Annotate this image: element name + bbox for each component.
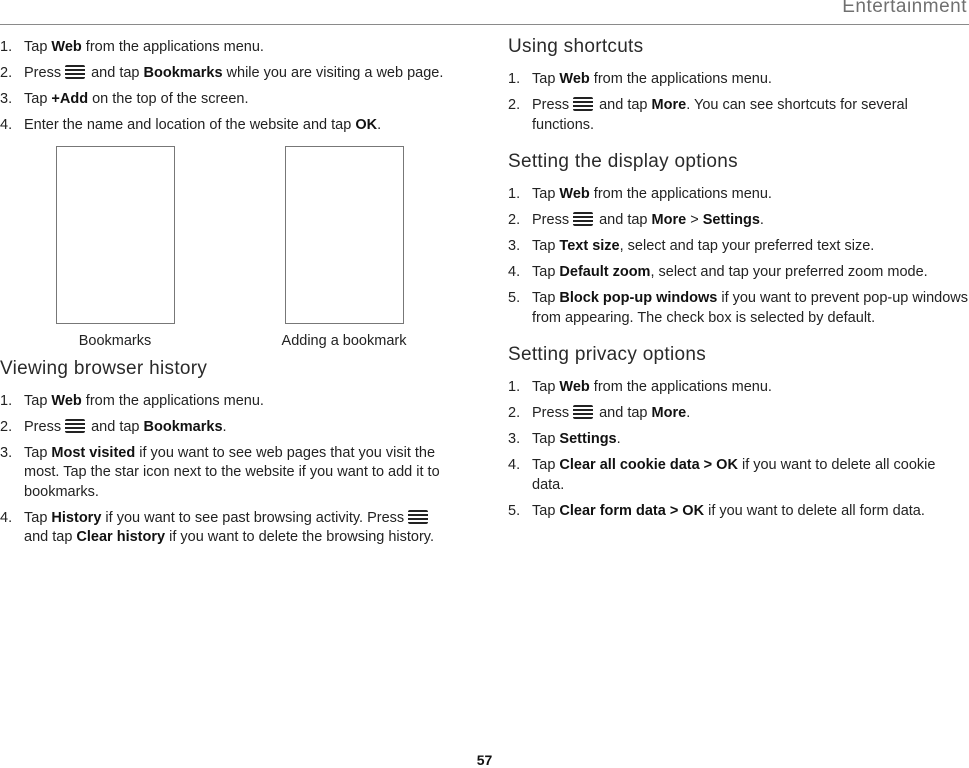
step-text: Press bbox=[532, 97, 574, 113]
step-bold: More bbox=[651, 97, 687, 113]
step-text: Tap bbox=[532, 290, 560, 306]
step-text: from the applications menu. bbox=[81, 39, 264, 55]
step-bold: History bbox=[51, 509, 102, 526]
step-text: . bbox=[759, 212, 764, 228]
step-bold: Block pop-up windows bbox=[559, 290, 718, 306]
menu-icon bbox=[408, 510, 428, 524]
step-text: Tap bbox=[532, 264, 560, 280]
step-text: on the top of the screen. bbox=[88, 91, 249, 107]
step-number: 2. bbox=[0, 418, 13, 435]
step-number: 3. bbox=[508, 238, 521, 254]
step-number: 3. bbox=[0, 444, 13, 461]
step-text: Tap bbox=[24, 39, 52, 55]
step-bold: Clear form data > OK bbox=[559, 502, 705, 519]
menu-icon bbox=[573, 212, 593, 226]
step-text: Tap bbox=[532, 238, 560, 254]
step-number: 1. bbox=[0, 39, 13, 55]
step-text: . bbox=[686, 405, 691, 421]
step-text: and tap bbox=[595, 97, 652, 113]
step-number: 4. bbox=[508, 264, 521, 280]
page-header-title: Entertainment bbox=[842, 0, 967, 17]
list-item bbox=[0, 38, 458, 58]
step-number: 3. bbox=[508, 431, 521, 447]
step-number: 1. bbox=[0, 392, 13, 409]
step-number: 1. bbox=[508, 71, 521, 87]
section-title-history: Viewing browser history bbox=[0, 357, 208, 379]
figure-caption-adding-bookmark: Adding a bookmark bbox=[281, 332, 407, 349]
step-text: if you want to see past browsing activity. Press bbox=[101, 509, 409, 526]
bookmark-steps bbox=[0, 38, 458, 136]
step-text: from the applications menu. bbox=[589, 71, 772, 87]
step-bold: +Add bbox=[51, 91, 89, 107]
header-divider bbox=[0, 24, 969, 25]
step-bold: Most visited bbox=[51, 444, 136, 461]
screenshot-figures bbox=[0, 146, 458, 358]
step-number: 1. bbox=[508, 379, 521, 395]
step-text: if you want to prevent pop-up windows from appearing. The check box is selected by default. bbox=[532, 290, 968, 326]
step-bold: Clear history bbox=[76, 529, 166, 545]
page-number: 57 bbox=[476, 752, 493, 768]
list-item bbox=[508, 404, 969, 424]
list-item bbox=[0, 418, 458, 438]
step-text: Tap bbox=[532, 431, 560, 447]
step-bold: Bookmarks bbox=[143, 65, 223, 81]
list-item bbox=[508, 502, 969, 522]
step-bold: Text size bbox=[559, 238, 620, 254]
step-text: from the applications menu. bbox=[589, 379, 772, 395]
step-bold: More bbox=[651, 405, 687, 421]
list-item bbox=[508, 289, 969, 328]
step-text: Tap bbox=[532, 457, 560, 473]
step-number: 2. bbox=[508, 405, 521, 421]
step-text: Tap bbox=[24, 91, 52, 107]
step-text: if you want to delete all cookie data. bbox=[532, 457, 936, 493]
menu-icon bbox=[65, 65, 85, 79]
step-text: if you want to delete all form data. bbox=[704, 502, 925, 519]
figure-caption-bookmarks: Bookmarks bbox=[78, 332, 152, 349]
step-text: if you want to see web pages that you visit the most. Tap the star icon next to the website if you want to add it to bookmarks. bbox=[24, 444, 440, 500]
adding-bookmark-screenshot bbox=[285, 146, 404, 324]
step-bold: Web bbox=[559, 379, 590, 395]
step-bold: Bookmarks bbox=[143, 418, 223, 435]
step-text: > bbox=[686, 212, 703, 228]
step-number: 4. bbox=[508, 457, 521, 473]
section-title-shortcuts: Using shortcuts bbox=[508, 36, 644, 57]
step-text: from the applications menu. bbox=[589, 186, 772, 202]
menu-icon bbox=[65, 419, 85, 433]
privacy-steps bbox=[508, 378, 969, 521]
section-title-display: Setting the display options bbox=[508, 151, 738, 172]
display-steps bbox=[508, 185, 969, 328]
step-bold: Web bbox=[51, 39, 82, 55]
menu-icon bbox=[573, 97, 593, 111]
step-text: . bbox=[377, 117, 382, 133]
step-bold: OK bbox=[355, 117, 378, 133]
step-text: and tap bbox=[24, 529, 77, 545]
step-number: 2. bbox=[508, 97, 521, 113]
step-text: Tap bbox=[24, 444, 52, 461]
step-text: Tap bbox=[532, 186, 560, 202]
bookmarks-screenshot bbox=[56, 146, 175, 324]
step-text: Tap bbox=[24, 392, 52, 409]
step-text: and tap bbox=[595, 405, 652, 421]
step-bold: Settings bbox=[559, 431, 617, 447]
step-number: 5. bbox=[508, 502, 521, 519]
list-item bbox=[0, 444, 458, 503]
step-text: . bbox=[616, 431, 621, 447]
step-text: Tap bbox=[24, 509, 52, 526]
step-text: , select and tap your preferred text size. bbox=[619, 238, 875, 254]
list-item bbox=[508, 70, 969, 90]
step-number: 2. bbox=[508, 212, 521, 228]
step-text: Tap bbox=[532, 71, 560, 87]
step-text: Enter the name and location of the website and tap bbox=[24, 117, 356, 133]
section-title-privacy: Setting privacy options bbox=[508, 344, 707, 365]
step-text: Tap bbox=[532, 502, 560, 519]
history-steps bbox=[0, 392, 458, 548]
list-item bbox=[508, 263, 969, 283]
step-text: . bbox=[222, 418, 227, 435]
menu-icon bbox=[573, 405, 593, 419]
step-number: 1. bbox=[508, 186, 521, 202]
step-bold: Default zoom bbox=[559, 264, 651, 280]
list-item bbox=[508, 211, 969, 231]
step-number: 3. bbox=[0, 91, 13, 107]
step-text: Tap bbox=[532, 379, 560, 395]
step-text: from the applications menu. bbox=[81, 392, 264, 409]
list-item bbox=[0, 392, 458, 412]
list-item bbox=[508, 430, 969, 450]
step-bold: Web bbox=[51, 392, 82, 409]
step-text: Press bbox=[532, 212, 574, 228]
step-number: 4. bbox=[0, 117, 13, 133]
step-text: . You can see shortcuts for several functions. bbox=[532, 97, 908, 133]
list-item bbox=[0, 116, 458, 136]
step-text: and tap bbox=[87, 418, 144, 435]
step-text: Press bbox=[24, 65, 66, 81]
list-item bbox=[508, 96, 969, 135]
list-item bbox=[508, 237, 969, 257]
list-item bbox=[0, 90, 458, 110]
step-number: 5. bbox=[508, 290, 521, 306]
step-bold: More bbox=[651, 212, 687, 228]
step-bold: Web bbox=[559, 186, 590, 202]
left-column bbox=[0, 36, 458, 554]
step-text: while you are visiting a web page. bbox=[222, 65, 444, 81]
step-text: Press bbox=[532, 405, 574, 421]
step-text: and tap bbox=[87, 65, 144, 81]
list-item bbox=[508, 456, 969, 495]
step-number: 2. bbox=[0, 65, 13, 81]
step-bold: Clear all cookie data > OK bbox=[559, 457, 738, 473]
step-number: 4. bbox=[0, 509, 13, 526]
step-text: if you want to delete the browsing history. bbox=[165, 529, 435, 545]
step-bold: Web bbox=[559, 71, 590, 87]
right-column bbox=[508, 36, 969, 528]
list-item bbox=[508, 378, 969, 398]
step-bold: Settings bbox=[702, 212, 760, 228]
step-text: and tap bbox=[595, 212, 652, 228]
step-text: Press bbox=[24, 418, 66, 435]
list-item bbox=[0, 509, 458, 548]
list-item bbox=[508, 185, 969, 205]
shortcut-steps bbox=[508, 70, 969, 135]
step-text: , select and tap your preferred zoom mode. bbox=[650, 264, 928, 280]
list-item bbox=[0, 64, 458, 84]
